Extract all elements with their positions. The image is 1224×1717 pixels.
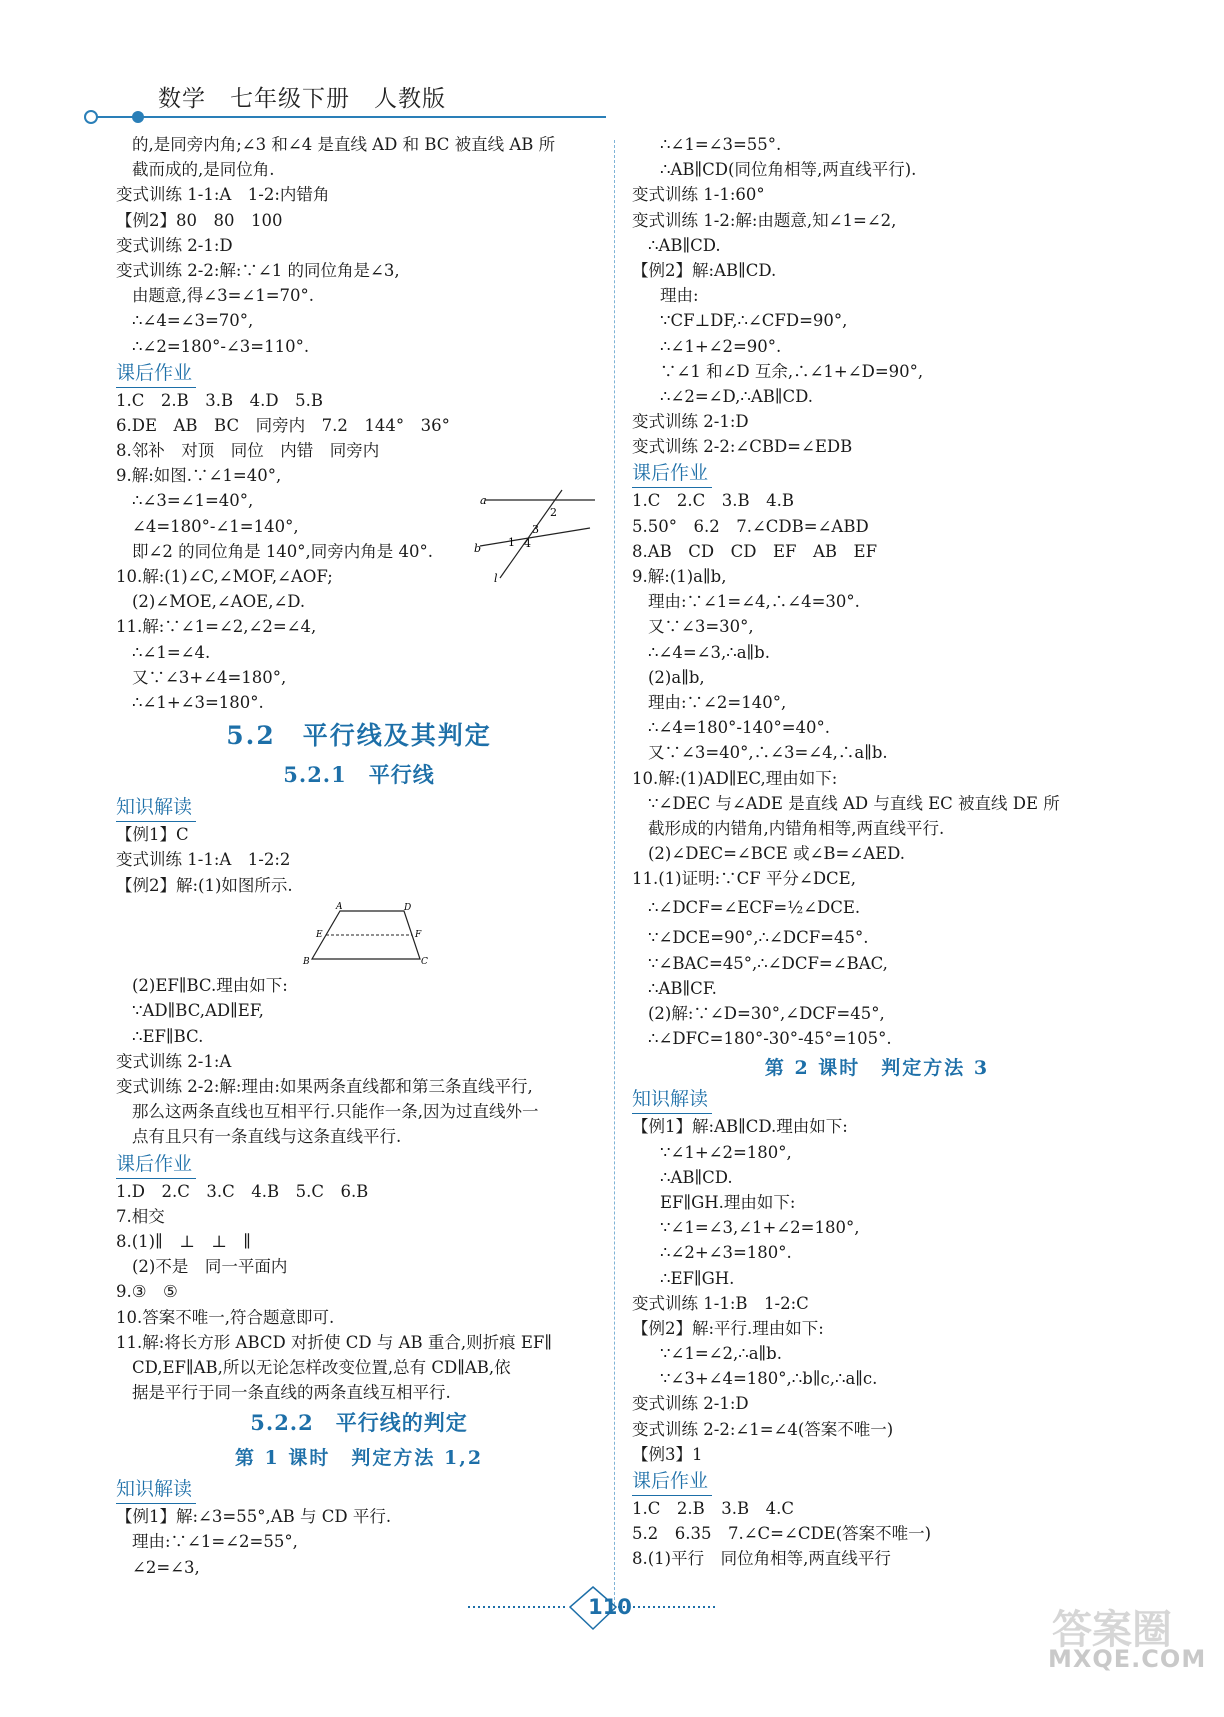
text-line: ∴AB∥CD(同位角相等,两直线平行). bbox=[660, 160, 917, 180]
text-line: 变式训练 2-2:∠CBD=∠EDB bbox=[632, 437, 853, 457]
section-heading: 知识解读 bbox=[116, 1476, 196, 1504]
text-line: ∴∠1+∠3=180°. bbox=[132, 692, 264, 712]
text-line: ∴∠4=180°-140°=40°. bbox=[648, 718, 831, 738]
text-line: 8.(1)平行 同位角相等,两直线平行 bbox=[632, 1549, 891, 1569]
label-D: D bbox=[404, 903, 412, 913]
text-line: ∵∠BAC=45°,∴∠DCF=∠BAC, bbox=[648, 953, 888, 973]
text-line: 变式训练 1-1:A 1-2:2 bbox=[116, 850, 291, 870]
text-line: (2)∠DEC=∠BCE 或∠B=∠AED. bbox=[648, 844, 906, 864]
text-line: 理由:∵∠1=∠4,∴∠4=30°. bbox=[648, 592, 860, 612]
text-line: 变式训练 2-1:D bbox=[116, 235, 233, 255]
section-heading: 课后作业 bbox=[116, 360, 196, 388]
text-line: 8.AB CD CD EF AB EF bbox=[632, 541, 878, 561]
text-line: 变式训练 2-2:∠1=∠4(答案不唯一) bbox=[632, 1419, 894, 1439]
column-divider bbox=[614, 140, 615, 1610]
text-line: ∴∠DFC=180°-30°-45°=105°. bbox=[648, 1029, 892, 1049]
text-line: 9.③ ⑤ bbox=[116, 1282, 178, 1302]
chapter-heading: 5.2 平行线及其判定 bbox=[226, 721, 492, 751]
label-A: A bbox=[336, 902, 343, 912]
text-line: ∴∠1=∠3=55°. bbox=[660, 135, 782, 154]
text-line: 变式训练 1-1:A 1-2:内错角 bbox=[116, 185, 330, 205]
text-line: 变式训练 1-1:60° bbox=[632, 185, 765, 205]
text-line: ∴∠2=∠D,∴AB∥CD. bbox=[660, 386, 814, 406]
text-line: 9.解:如图.∵∠1=40°, bbox=[116, 466, 282, 486]
header-dot-ornament bbox=[132, 111, 144, 123]
text-line: 11.解:将长方形 ABCD 对折使 CD 与 AB 重合,则折痕 EF∥ bbox=[116, 1332, 552, 1352]
section-heading: 课后作业 bbox=[116, 1151, 196, 1179]
text-line: ∴∠4=∠3=70°, bbox=[132, 311, 254, 331]
angle-3: 3 bbox=[532, 523, 539, 536]
watermark-logo: 答案圈 bbox=[1052, 1607, 1172, 1653]
angle-1: 1 bbox=[508, 536, 515, 549]
text-line: (2)不是 同一平面内 bbox=[132, 1257, 288, 1277]
text-line: 【例3】1 bbox=[632, 1444, 703, 1464]
text-line: 6.DE AB BC 同旁内 7.2 144° 36° bbox=[116, 415, 450, 435]
text-line: 10.答案不唯一,符合题意即可. bbox=[116, 1307, 335, 1327]
text-line: 变式训练 1-2:解:由题意,知∠1=∠2, bbox=[632, 210, 897, 230]
header-title: 数学 七年级下册 人教版 bbox=[158, 86, 446, 112]
figure-parallel-lines-angles bbox=[474, 490, 600, 600]
text-line: 即∠2 的同位角是 140°,同旁内角是 40°. bbox=[132, 541, 434, 561]
text-line: ∵∠1 和∠D 互余,∴∠1+∠D=90°, bbox=[660, 361, 924, 381]
text-line: CD,EF∥AB,所以无论怎样改变位置,总有 CD∥AB,依 bbox=[132, 1357, 511, 1377]
text-line: 点有且只有一条直线与这条直线平行. bbox=[132, 1127, 402, 1147]
text-line: ∴∠1+∠2=90°. bbox=[660, 336, 782, 356]
text-line: (2)a∥b, bbox=[648, 667, 705, 687]
section-heading: 知识解读 bbox=[632, 1086, 712, 1114]
text-line: ∵CF⊥DF,∴∠CFD=90°, bbox=[660, 311, 848, 331]
text-line: (2)EF∥BC.理由如下: bbox=[132, 976, 288, 996]
text-line: 变式训练 1-1:B 1-2:C bbox=[632, 1293, 809, 1313]
text-line: 11.(1)证明:∵CF 平分∠DCE, bbox=[632, 869, 856, 889]
text-line: ∴∠2+∠3=180°. bbox=[660, 1243, 792, 1263]
text-line: ∵∠3+∠4=180°,∴b∥c,∴a∥c. bbox=[660, 1369, 878, 1389]
text-line: 【例1】解:AB∥CD.理由如下: bbox=[632, 1117, 848, 1137]
text-line: ∴∠4=∠3,∴a∥b. bbox=[648, 642, 770, 662]
text-line: 【例2】解:平行.理由如下: bbox=[632, 1318, 824, 1338]
text-line: 5.2 6.35 7.∠C=∠CDE(答案不唯一) bbox=[632, 1524, 932, 1544]
figure-trapezoid bbox=[300, 902, 440, 967]
watermark-url: MXQE.COM bbox=[1048, 1645, 1207, 1673]
label-b: b bbox=[474, 542, 482, 555]
page-header bbox=[0, 0, 1224, 140]
label-F: F bbox=[415, 930, 422, 940]
text-line: 【例2】80 80 100 bbox=[116, 210, 283, 230]
text-line: 变式训练 2-1:A bbox=[116, 1051, 232, 1071]
text-line: ∵∠1=∠2,∴a∥b. bbox=[660, 1344, 782, 1364]
label-l: l bbox=[494, 572, 498, 585]
text-line: 9.解:(1)a∥b, bbox=[632, 567, 727, 586]
text-line: 据是平行于同一条直线的两条直线互相平行. bbox=[132, 1383, 451, 1403]
lesson-heading: 第 1 课时 判定方法 1,2 bbox=[234, 1447, 484, 1470]
text-line: 又∵∠3=40°,∴∠3=∠4,∴a∥b. bbox=[648, 743, 888, 763]
text-line: 10.解:(1)AD∥EC,理由如下: bbox=[632, 768, 838, 788]
text-line: 11.解:∵∠1=∠2,∠2=∠4, bbox=[116, 617, 317, 637]
angle-2: 2 bbox=[550, 506, 557, 519]
text-line: 【例1】C bbox=[116, 825, 189, 845]
text-line: 截形成的内错角,内错角相等,两直线平行. bbox=[648, 818, 945, 838]
text-line: ∠4=180°-∠1=140°, bbox=[132, 516, 299, 536]
text-line: ∴EF∥BC. bbox=[132, 1026, 204, 1046]
text-line: 变式训练 2-2:解:∵∠1 的同位角是∠3, bbox=[116, 260, 400, 280]
header-rule bbox=[94, 116, 606, 118]
text-line: 理由:∵∠1=∠2=55°, bbox=[132, 1532, 298, 1552]
text-line: 【例2】解:(1)如图所示. bbox=[116, 875, 293, 895]
text-line: 理由:∵∠2=140°, bbox=[648, 692, 787, 712]
text-line: 理由: bbox=[660, 286, 699, 306]
text-line: ∵∠1=∠3,∠1+∠2=180°, bbox=[660, 1218, 860, 1238]
text-line: ∴AB∥CF. bbox=[648, 978, 717, 998]
text-line: 1.C 2.B 3.B 4.D 5.B bbox=[116, 390, 323, 410]
text-line: 8.邻补 对顶 同位 内错 同旁内 bbox=[116, 441, 380, 461]
text-line: ∵AD∥BC,AD∥EF, bbox=[132, 1001, 264, 1021]
section-heading: 课后作业 bbox=[632, 1468, 712, 1496]
text-line: ∵∠DEC 与∠ADE 是直线 AD 与直线 EC 被直线 DE 所 bbox=[648, 793, 1060, 813]
text-line: 1.C 2.B 3.B 4.C bbox=[632, 1499, 794, 1518]
label-B: B bbox=[303, 957, 310, 967]
label-E: E bbox=[316, 930, 323, 940]
header-ring-ornament bbox=[84, 110, 98, 124]
label-a: a bbox=[480, 494, 487, 507]
text-line: 变式训练 2-1:D bbox=[632, 412, 749, 432]
lesson-heading: 第 2 课时 判定方法 3 bbox=[764, 1057, 990, 1080]
text-line: ∵∠DCE=90°,∴∠DCF=45°. bbox=[648, 928, 869, 948]
subsection-heading: 5.2.2 平行线的判定 bbox=[250, 1410, 468, 1436]
text-line: ∴AB∥CD. bbox=[648, 235, 721, 255]
text-line: 由题意,得∠3=∠1=70°. bbox=[132, 286, 315, 306]
text-line: ∴∠1=∠4. bbox=[132, 642, 211, 662]
text-line: 截而成的,是同位角. bbox=[132, 160, 275, 180]
text-line: 1.D 2.C 3.C 4.B 5.C 6.B bbox=[116, 1181, 369, 1201]
text-line: 变式训练 2-2:解:理由:如果两条直线都和第三条直线平行, bbox=[116, 1077, 533, 1096]
text-line: EF∥GH.理由如下: bbox=[660, 1192, 796, 1212]
text-line: ∴AB∥CD. bbox=[660, 1167, 733, 1187]
text-line: (2)解:∵∠D=30°,∠DCF=45°, bbox=[648, 1004, 885, 1023]
text-line: 那么这两条直线也互相平行.只能作一条,因为过直线外一 bbox=[132, 1102, 539, 1122]
text-line: ∴∠3=∠1=40°, bbox=[132, 491, 254, 511]
text-line: 的,是同旁内角;∠3 和∠4 是直线 AD 和 BC 被直线 AB 所 bbox=[132, 135, 556, 154]
text-line: 1.C 2.C 3.B 4.B bbox=[632, 491, 794, 511]
page-number: 110 bbox=[588, 1595, 632, 1619]
text-line: 又∵∠3=30°, bbox=[648, 617, 754, 637]
text-line: ∴EF∥GH. bbox=[660, 1268, 735, 1288]
right-column bbox=[632, 132, 1122, 1572]
subsection-heading: 5.2.1 平行线 bbox=[283, 762, 435, 788]
text-line: 【例2】解:AB∥CD. bbox=[632, 260, 777, 280]
text-line: 变式训练 2-1:D bbox=[632, 1394, 749, 1414]
text-line: (2)∠MOE,∠AOE,∠D. bbox=[132, 592, 306, 612]
text-line: 又∵∠3+∠4=180°, bbox=[132, 667, 287, 687]
text-line: ∠2=∠3, bbox=[132, 1557, 200, 1577]
text-line: ∵∠1+∠2=180°, bbox=[660, 1142, 792, 1162]
label-C: C bbox=[421, 957, 428, 967]
section-heading: 知识解读 bbox=[116, 794, 196, 822]
left-column bbox=[116, 132, 602, 1580]
text-line: 5.50° 6.2 7.∠CDB=∠ABD bbox=[632, 516, 869, 536]
text-line: 【例1】解:∠3=55°,AB 与 CD 平行. bbox=[116, 1507, 392, 1527]
text-line: 8.(1)∥ ⊥ ⊥ ∥ bbox=[116, 1231, 251, 1251]
section-heading: 课后作业 bbox=[632, 460, 712, 488]
text-line: ∴∠2=180°-∠3=110°. bbox=[132, 336, 310, 356]
text-line: 7.相交 bbox=[116, 1206, 165, 1226]
text-line: 10.解:(1)∠C,∠MOF,∠AOF; bbox=[116, 567, 333, 586]
angle-4: 4 bbox=[524, 537, 531, 550]
text-line: ∴∠DCF=∠ECF=½∠DCE. bbox=[648, 898, 861, 918]
